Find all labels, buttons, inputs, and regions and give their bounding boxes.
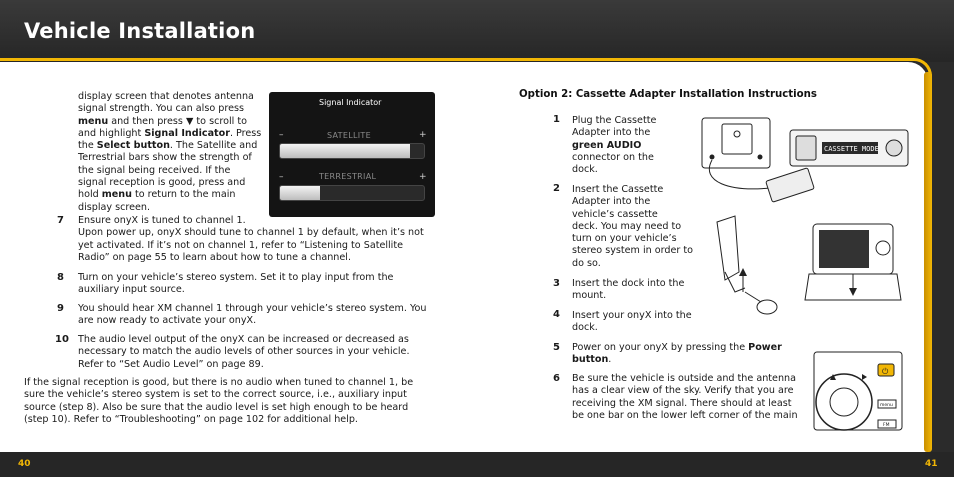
satellite-label: SATELLITE — [327, 131, 371, 140]
select-button-icon — [830, 388, 858, 416]
step-line: be one bar on the lower left corner of the main — [572, 409, 798, 421]
step-line: Upon power up, onyX should tune to channel 1 by default, when it’s not — [78, 227, 424, 239]
intro-text: and then press — [108, 115, 186, 127]
suction-cup-icon — [757, 300, 777, 314]
step-text: Power on your onyX by pressing the — [572, 342, 749, 353]
closing-paragraph — [24, 377, 444, 426]
step-line: Be sure the vehicle is outside and the antenna — [572, 373, 796, 384]
step-number: 6 — [553, 373, 560, 384]
step-line: Adapter into the — [572, 196, 651, 208]
step-6-text — [572, 373, 812, 422]
closing-line: (step 10). Refer to “Troubleshooting” on page 102 for additional help. — [24, 413, 358, 425]
step-line — [572, 140, 702, 152]
terrestrial-minus-icon: – — [279, 172, 284, 182]
step-10-text — [78, 334, 438, 371]
satellite-plus-icon: + — [419, 130, 427, 140]
cassette-mode-text: CASSETTE MODE — [824, 145, 879, 153]
power-symbol-icon: ⏻ — [882, 367, 889, 376]
stereo-volume-knob — [886, 140, 902, 156]
intro-bold-menu: menu — [101, 189, 132, 201]
intro-line: Terrestrial bars show the strength of — [78, 152, 252, 164]
step-line: connector on the — [572, 151, 654, 163]
accent-side-bar — [924, 72, 932, 452]
cassette-adapter-illustration — [690, 112, 910, 202]
intro-text: and highlight — [78, 127, 145, 139]
step-1-text — [572, 115, 702, 176]
intro-text: to scroll to — [193, 115, 247, 127]
intro-paragraph — [78, 91, 264, 214]
terrestrial-signal-fill — [280, 186, 320, 200]
terrestrial-label: TERRESTRIAL — [319, 172, 377, 181]
stereo-knob-panel — [796, 136, 816, 160]
menu-button-label: menu — [880, 403, 893, 408]
intro-bold-signal-indicator: Signal Indicator — [144, 127, 230, 139]
step-line: Radio” on page 55 to learn about how to tune a channel. — [78, 251, 352, 263]
intro-line — [78, 128, 264, 140]
intro-line — [78, 116, 264, 128]
step-number: 4 — [553, 309, 560, 320]
page-footer — [0, 452, 954, 477]
step-line: dock. — [572, 164, 598, 176]
step-line: do so. — [572, 257, 601, 269]
step-line — [572, 354, 812, 366]
audio-port-icon — [710, 155, 715, 160]
intro-line: display screen. — [78, 201, 151, 213]
step-line: has a clear view of the sky. Verify that you are — [572, 385, 794, 397]
closing-line: sure the vehicle’s stereo system is set to the correct source, i.e., auxiliary input — [24, 389, 407, 401]
page-number-left: 40 — [18, 459, 31, 469]
intro-bold-menu: menu — [78, 115, 109, 127]
mount-neck — [745, 292, 761, 302]
page-header — [0, 0, 954, 62]
page-number-right: 41 — [925, 459, 938, 469]
step-line: mount. — [572, 290, 607, 302]
step-line: Refer to “Set Audio Level” on page 89. — [78, 358, 264, 370]
step-4-text — [572, 310, 707, 335]
intro-line: signal strength. You can also press — [78, 103, 244, 115]
step-5-text — [572, 342, 812, 367]
step-line: Insert your onyX into the — [572, 310, 692, 321]
terrestrial-signal-bar — [279, 185, 425, 201]
step-line: dock. — [572, 322, 598, 334]
intro-text: the — [78, 140, 97, 152]
step-line: yet activated. If it’s not on channel 1, refer to “Listening to Satellite — [78, 239, 404, 251]
step-line: Adapter into the — [572, 127, 651, 139]
step-2-text — [572, 184, 707, 270]
satellite-minus-icon: – — [279, 130, 284, 140]
intro-text: . Press — [229, 127, 262, 139]
step-number: 8 — [57, 272, 64, 283]
step-3-text — [572, 278, 707, 303]
step-line: You should hear XM channel 1 through your vehicle’s stereo system. You — [78, 303, 427, 314]
step-line: auxiliary input source. — [78, 284, 185, 296]
step-line: deck. You may need to — [572, 220, 682, 232]
arrow-up-icon — [739, 268, 747, 276]
step-number: 7 — [57, 215, 64, 226]
button-label: button — [572, 354, 609, 366]
step-line: are now ready to activate your onyX. — [78, 315, 257, 327]
power-port-icon — [758, 155, 763, 160]
step-9-text — [78, 303, 438, 328]
step-text: . — [608, 354, 612, 366]
step-line: Turn on your vehicle’s stereo system. Set it to play input from the — [78, 272, 394, 283]
power-label: Power — [748, 342, 782, 353]
signal-indicator-screen — [269, 92, 435, 217]
step-line: Insert the dock into the — [572, 278, 685, 289]
step-line: The audio level output of the onyX can be increased or decreased as — [78, 334, 409, 345]
section-heading: Option 2: Cassette Adapter Installation Instructions — [519, 89, 817, 100]
step-number: 10 — [55, 334, 69, 345]
step-number: 9 — [57, 303, 64, 314]
cassette-adapter-icon — [766, 168, 815, 203]
terrestrial-plus-icon: + — [419, 172, 427, 182]
step-number: 2 — [553, 183, 560, 194]
closing-line: source (step 8). Also be sure that the audio level is set high enough to be heard — [24, 401, 409, 413]
intro-line: display screen that denotes antenna — [78, 91, 254, 102]
step-line: Insert the Cassette — [572, 184, 664, 195]
green-audio-label: green AUDIO — [572, 139, 642, 151]
satellite-signal-fill — [280, 144, 410, 158]
dock-mount-illustration — [705, 212, 905, 322]
step-line: necessary to match the audio levels of other sources in your vehicle. — [78, 346, 410, 358]
step-line: Plug the Cassette — [572, 115, 657, 126]
arrow-down-icon: ▼ — [185, 115, 194, 127]
step-line: Ensure onyX is tuned to channel 1. — [78, 215, 246, 226]
intro-text: hold — [78, 189, 102, 201]
intro-line: the signal being received. If the — [78, 164, 231, 176]
mount-bracket — [717, 216, 739, 280]
step-7-text — [78, 215, 438, 264]
step-number: 1 — [553, 114, 560, 125]
step-line — [572, 342, 812, 354]
step-line: vehicle’s cassette — [572, 208, 658, 220]
signal-indicator-title: Signal Indicator — [319, 98, 382, 107]
step-line: turn on your vehicle’s — [572, 233, 677, 245]
page-title: Vehicle Installation — [24, 19, 256, 43]
intro-line — [78, 140, 264, 152]
onyx-power-illustration — [812, 350, 904, 430]
fm-button-label: FM — [883, 423, 890, 428]
intro-bold-select-button: Select button — [96, 140, 170, 152]
closing-line: If the signal reception is good, but there is no audio when tuned to channel 1, be — [24, 377, 414, 388]
intro-text: . The Satellite and — [169, 140, 258, 152]
onyx-screen — [819, 230, 869, 268]
step-number: 3 — [553, 278, 560, 289]
intro-text: to return to the main — [131, 189, 236, 201]
step-number: 5 — [553, 342, 560, 353]
step-8-text — [78, 272, 438, 297]
step-line: receiving the XM signal. There should at least — [572, 397, 792, 409]
step-line: stereo system in order to — [572, 245, 694, 257]
intro-line — [78, 189, 264, 201]
satellite-signal-bar — [279, 143, 425, 159]
intro-line: signal reception is good, press and — [78, 177, 246, 189]
